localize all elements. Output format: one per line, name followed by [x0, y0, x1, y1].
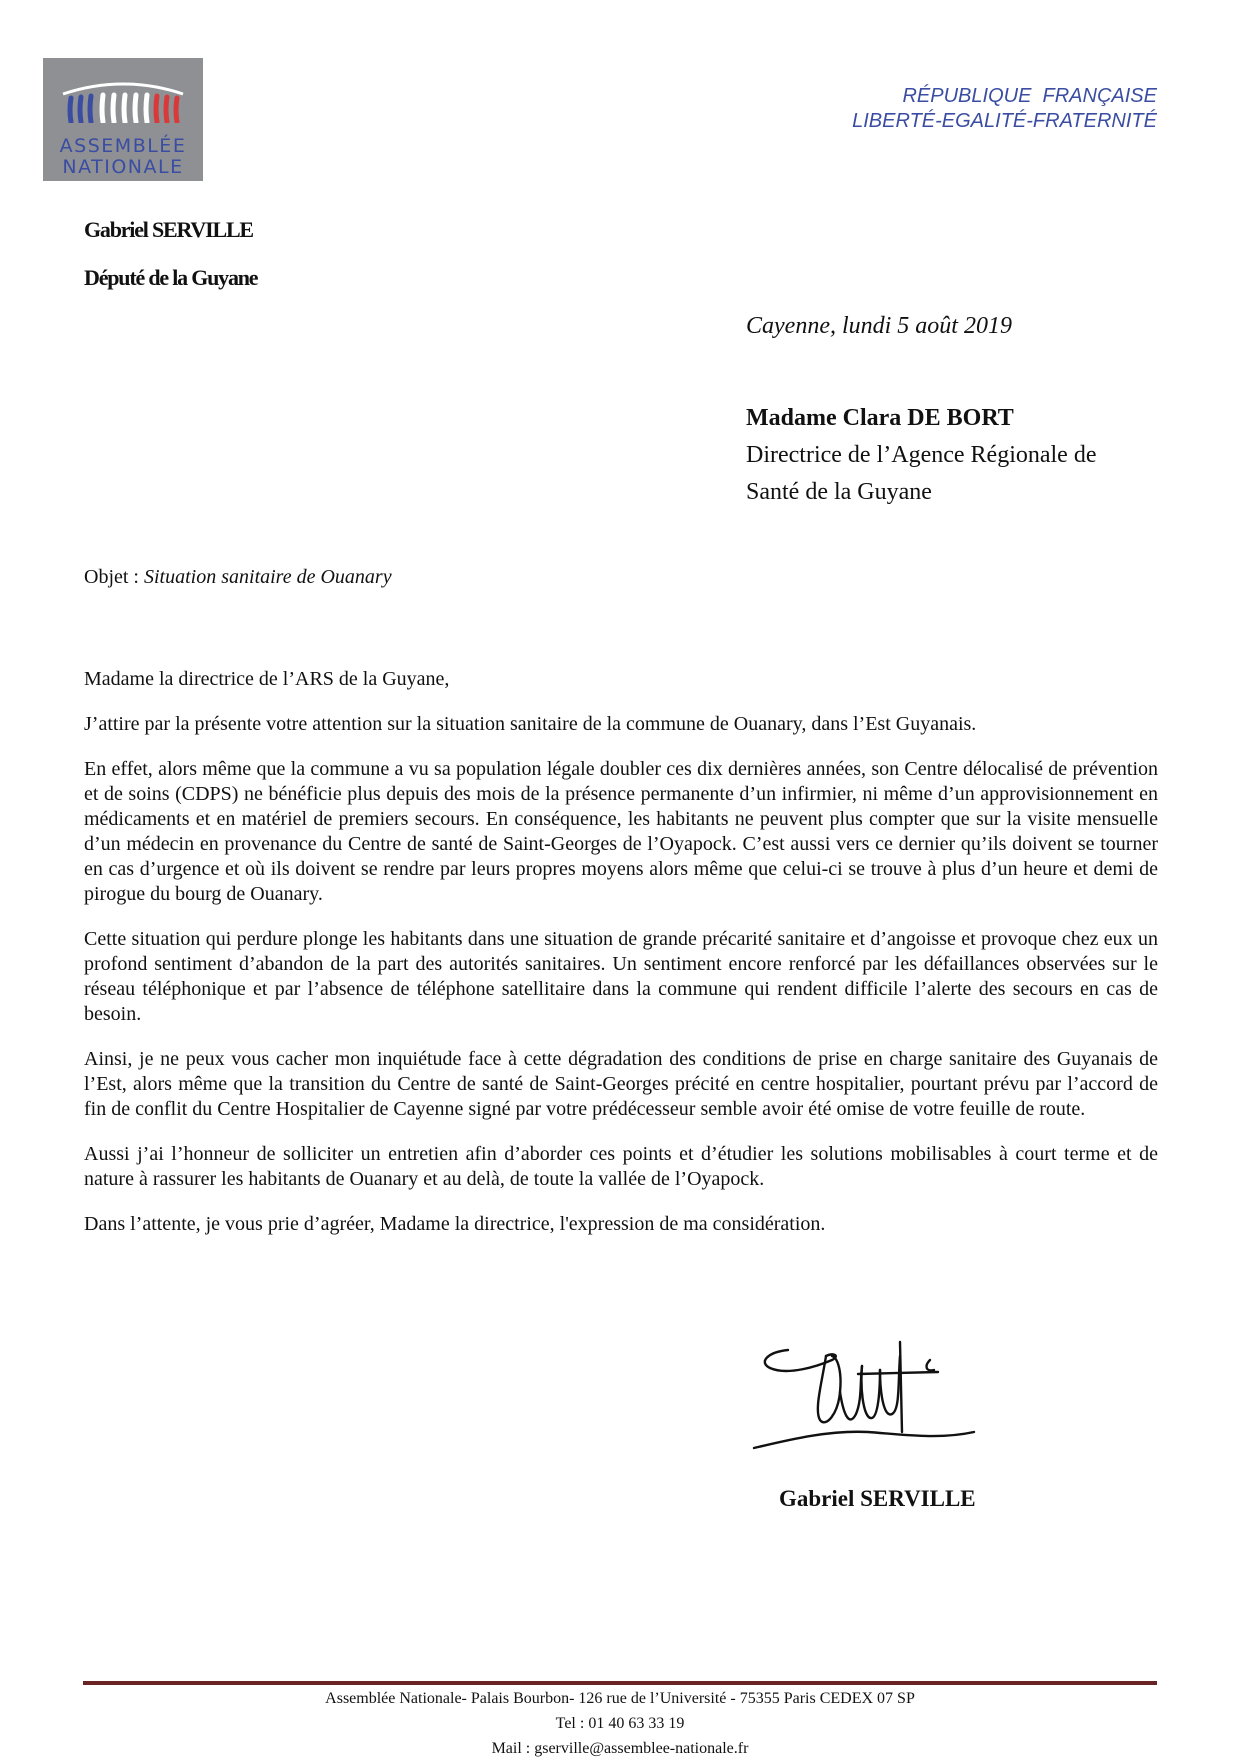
hemicycle-columns-icon	[59, 78, 187, 123]
object-label: Objet :	[84, 566, 144, 588]
closing-paragraph: Dans l’attente, je vous prie d’agréer, Madame la directrice, l'expression de ma considération.	[84, 1213, 826, 1235]
body-paragraph: J’attire par la présente votre attention sur la situation sanitaire de la commune de Ouanary, dans l’Est Guyanais.	[84, 713, 977, 735]
republic-line1: RÉPUBLIQUE FRANÇAISE	[902, 85, 1157, 107]
sender-title: Député de la Guyane	[84, 265, 258, 290]
sender-name: Gabriel SERVILLE	[84, 217, 253, 242]
footer-tel: Tel : 01 40 63 33 19	[555, 1715, 685, 1732]
letter-date: Cayenne, lundi 5 août 2019	[746, 313, 1012, 339]
recipient-line1: Directrice de l’Agence Régionale de	[746, 442, 1097, 468]
recipient-line2: Santé de la Guyane	[746, 479, 932, 505]
footer-address: Assemblée Nationale- Palais Bourbon- 126 rue de l’Université - 75355 Paris CEDEX 07 SP	[325, 1690, 915, 1707]
letter-body	[84, 667, 1158, 1257]
body-paragraph: Cette situation qui perdure plonge les habitants dans une situation de grande précarité sanitaire et d’angoisse et provoque chez eux un profond sentiment d’abandon de la part des autorités sanitaires. Un sentiment encore renforcé par les défaillances observées sur le réseau téléphonique et par l’absence de téléphone satellitaire dans la commune qui rendent difficile l’alerte des secours en cas de besoin.	[84, 928, 1158, 1025]
body-paragraph: Aussi j’ai l’honneur de solliciter un entretien afin d’aborder ces points et d’étudier les solutions mobilisables à court terme et de nature à rassurer les habitants de Ouanary et au delà, de toute la vallée de l’Oyapock.	[84, 1143, 1158, 1190]
object-value: Situation sanitaire de Ouanary	[144, 566, 392, 588]
signature-name: Gabriel SERVILLE	[779, 1486, 976, 1511]
republic-header	[852, 84, 1157, 134]
body-paragraph: En effet, alors même que la commune a vu sa population légale doubler ces dix dernières années, son Centre délocalisé de prévention et de soins (CDPS) ne bénéficie plus depuis des mois de la présence permanente d’un infirmier, ni même d’un approvisionnement en médicaments et en matériel de premiers secours. En conséquence, les habitants ne peuvent plus compter que sur la visite mensuelle d’un médecin en provenance du Centre de santé de Saint-Georges de l’Oyapock. C’est aussi vers ce dernier qu’ils doivent se tourner en cas d’urgence et où ils doivent se rendre par leurs propres moyens alors même que celui-ci se trouve à plus d’un heure et demi de pirogue du bourg de Ouanary.	[84, 758, 1158, 905]
recipient-block	[746, 400, 1096, 511]
republic-line2: LIBERTÉ-EGALITÉ-FRATERNITÉ	[852, 110, 1157, 132]
logo-text-line2: NATIONALE	[62, 156, 184, 178]
handwritten-signature	[748, 1322, 988, 1457]
recipient-name: Madame Clara DE BORT	[746, 405, 1014, 431]
footer-mail: Mail : gserville@assemblee-nationale.fr	[491, 1740, 749, 1757]
footer-divider	[83, 1681, 1157, 1685]
footer	[83, 1686, 1157, 1761]
greeting: Madame la directrice de l’ARS de la Guyane,	[84, 668, 450, 690]
object-line	[84, 566, 392, 589]
logo-text-line1: ASSEMBLÉE	[59, 135, 187, 157]
body-paragraph: Ainsi, je ne peux vous cacher mon inquiétude face à cette dégradation des conditions de prise en charge sanitaire des Guyanais de l’Est, alors même que la transition du Centre de santé de Saint-Georges précité en centre hospitalier, pourtant prévu par l’accord de fin de conflit du Centre Hospitalier de Cayenne signé par votre prédécesseur semble avoir été omise de votre feuille de route.	[84, 1048, 1158, 1120]
assemblee-nationale-logo	[43, 58, 203, 181]
